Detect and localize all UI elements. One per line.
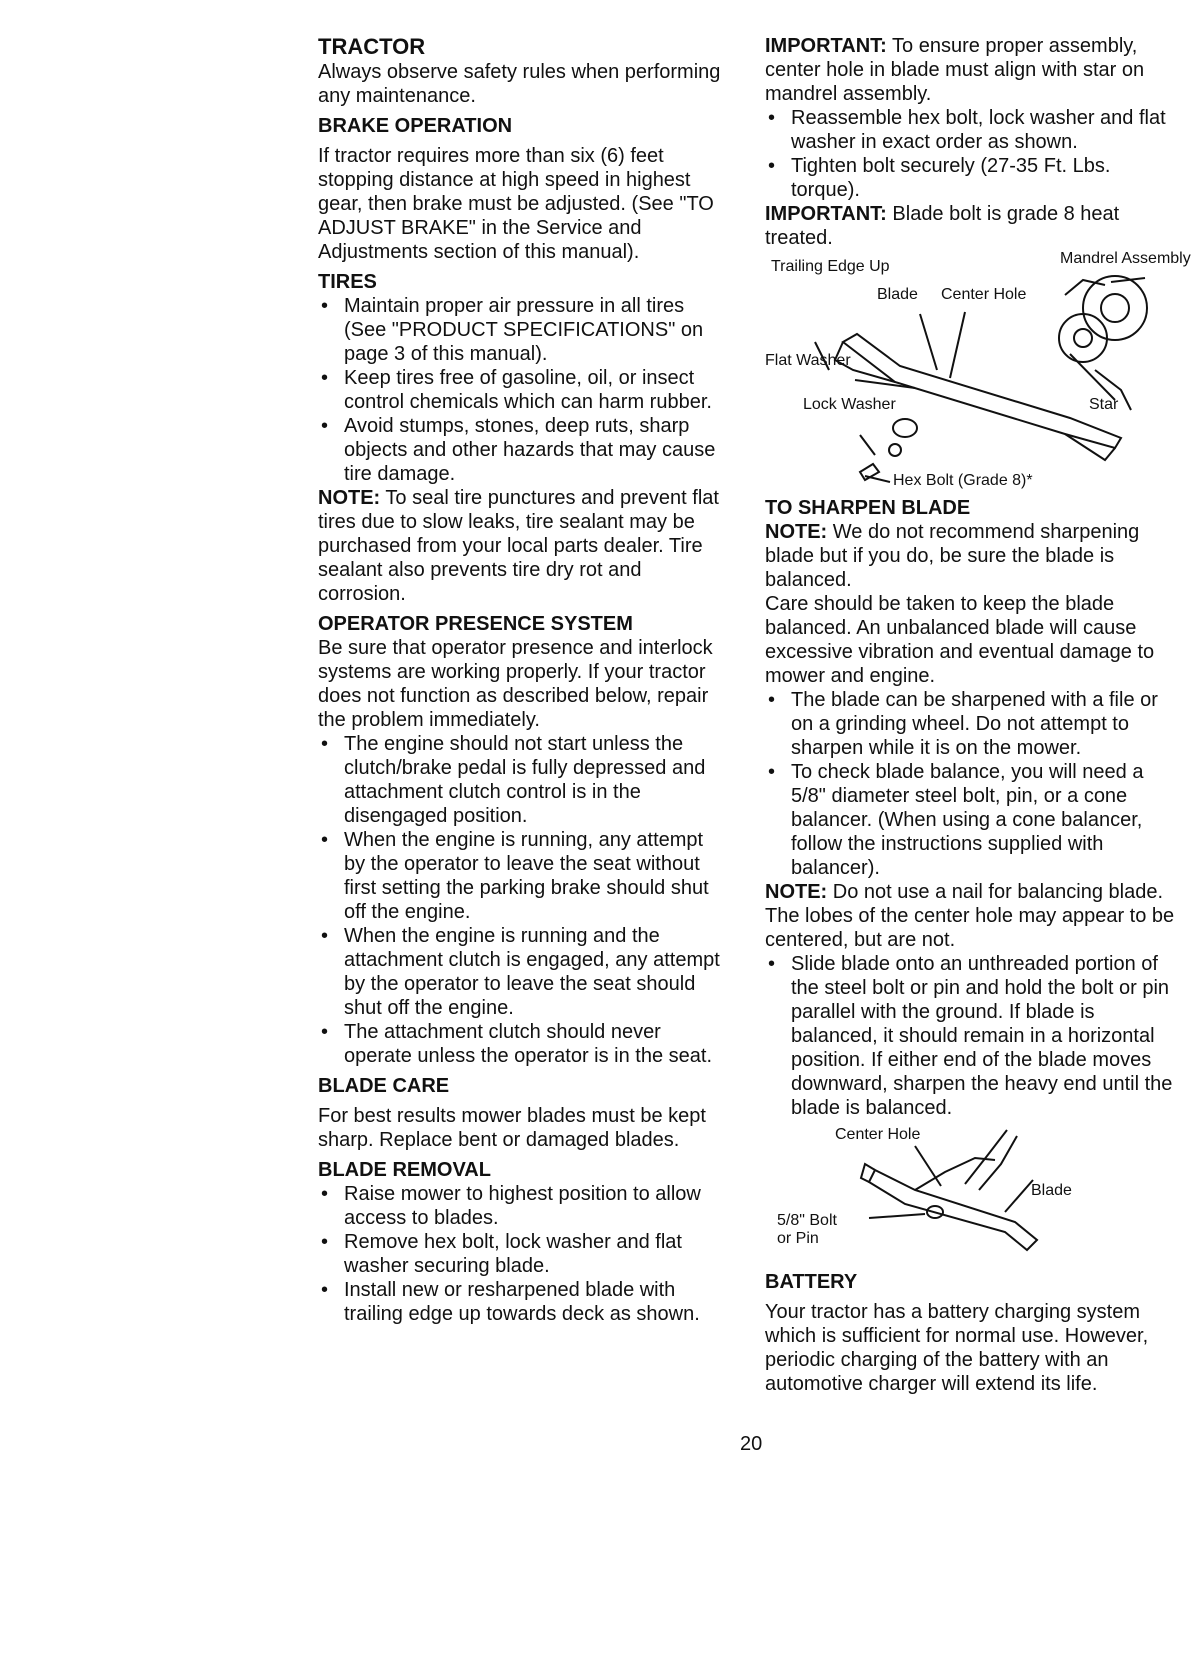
note-text: Do not use a nail for balancing blade. The lobes of the center hole may appear to be centered, but are not. bbox=[765, 881, 1175, 951]
list-item: • Tighten bolt securely (27-35 Ft. Lbs. torque). bbox=[765, 154, 1175, 202]
list-item: • Reassemble hex bolt, lock washer and flat washer in exact order as shown. bbox=[765, 106, 1175, 154]
important-label: IMPORTANT: bbox=[765, 203, 887, 225]
list-item: • Install new or resharpened blade with trailing edge up towards deck as shown. bbox=[318, 1278, 724, 1326]
center-hole-label: Center Hole bbox=[835, 1126, 921, 1143]
important-text: To ensure proper assembly, center hole in blade must align with star on mandrel assembly. bbox=[765, 35, 1145, 105]
balance-list bbox=[765, 952, 1175, 1120]
blade-care-heading: BLADE CARE bbox=[318, 1075, 450, 1097]
blade-removal-list bbox=[318, 1182, 724, 1326]
mandrel-assembly-label: Mandrel Assembly bbox=[1060, 250, 1191, 267]
operator-presence-text: Be sure that operator presence and interlock systems are working properly. If your tractor does not function as described below, repair the problem immediately. bbox=[318, 637, 713, 731]
tractor-intro: Always observe safety rules when performing any maintenance. bbox=[318, 61, 721, 107]
note-text: To seal tire punctures and prevent flat tires due to slow leaks, tire sealant may be purchased from your local parts dealer. Tire sealant also prevents tire dry rot and corrosion. bbox=[318, 487, 719, 605]
note-label: NOTE: bbox=[765, 881, 828, 903]
blade-care-text: For best results mower blades must be kept sharp. Replace bent or damaged blades. bbox=[318, 1105, 706, 1151]
important-assembly bbox=[765, 34, 1175, 106]
operator-presence-heading: OPERATOR PRESENCE SYSTEM bbox=[318, 613, 633, 635]
battery-heading: BATTERY bbox=[765, 1271, 858, 1293]
flat-washer-label: Flat Washer bbox=[765, 352, 851, 369]
list-item: • The attachment clutch should never operate unless the operator is in the seat. bbox=[318, 1020, 724, 1068]
blade-label: Blade bbox=[1031, 1182, 1072, 1199]
blade-removal-heading: BLADE REMOVAL bbox=[318, 1159, 491, 1181]
hex-bolt-label: Hex Bolt (Grade 8)* bbox=[893, 472, 1033, 489]
balance-note bbox=[765, 880, 1175, 952]
lock-washer-label: Lock Washer bbox=[803, 396, 896, 413]
bolt-label: 5/8" Bolt or Pin bbox=[777, 1212, 837, 1247]
note-text: We do not recommend sharpening blade but if you do, be sure the blade is balanced. bbox=[765, 521, 1140, 591]
list-item: • The blade can be sharpened with a file or on a grinding wheel. Do not attempt to sharpen while it is on the mower. bbox=[765, 688, 1175, 760]
operator-presence-list bbox=[318, 732, 724, 1068]
page-number: 20 bbox=[740, 1433, 763, 1455]
list-item: • When the engine is running and the attachment clutch is engaged, any attempt by the operator to leave the seat should shut off the engine. bbox=[318, 924, 724, 1020]
note-label: NOTE: bbox=[318, 487, 381, 509]
tires-heading: TIRES bbox=[318, 271, 377, 293]
center-hole-label: Center Hole bbox=[941, 286, 1027, 303]
list-item: • The engine should not start unless the clutch/brake pedal is fully depressed and attachment clutch control is in the disengaged position. bbox=[318, 732, 724, 828]
sharpen-note bbox=[765, 520, 1175, 592]
list-item: • To check blade balance, you will need a 5/8" diameter steel bolt, pin, or a cone balancer. (When using a cone balancer, follow the instructions supplied with balancer). bbox=[765, 760, 1175, 880]
list-item: • Raise mower to highest position to allow access to blades. bbox=[318, 1182, 724, 1230]
battery-text: Your tractor has a battery charging system which is sufficient for normal use. However, periodic charging of the battery with an automotive charger will extend its life. bbox=[765, 1301, 1149, 1395]
trailing-edge-label: Trailing Edge Up bbox=[771, 258, 890, 275]
sharpen-blade-heading: TO SHARPEN BLADE bbox=[765, 497, 971, 519]
assembly-list bbox=[765, 106, 1175, 202]
blade-assembly-figure bbox=[765, 250, 1191, 496]
list-item: • Remove hex bolt, lock washer and flat washer securing blade. bbox=[318, 1230, 724, 1278]
left-column bbox=[318, 34, 724, 1326]
list-item: • Avoid stumps, stones, deep ruts, sharp objects and other hazards that may cause tire damage. bbox=[318, 414, 724, 486]
brake-operation-heading: BRAKE OPERATION bbox=[318, 115, 513, 137]
list-item: • Maintain proper air pressure in all tires (See "PRODUCT SPECIFICATIONS" on page 3 of this manual). bbox=[318, 294, 724, 366]
tires-list bbox=[318, 294, 724, 486]
important-text: Blade bolt is grade 8 heat treated. bbox=[765, 203, 1120, 249]
brake-operation-text: If tractor requires more than six (6) feet stopping distance at high speed in highest gear, then brake must be adjusted. (See "TO ADJUST BRAKE" in the Service and Adjustments section of this manual). bbox=[318, 145, 714, 263]
note-label: NOTE: bbox=[765, 521, 828, 543]
blade-balance-figure bbox=[765, 1120, 1175, 1270]
star-label: Star bbox=[1089, 396, 1119, 413]
right-column bbox=[765, 34, 1191, 1396]
list-item: • Slide blade onto an unthreaded portion of the steel bolt or pin and hold the bolt or pin parallel with the ground. If blade is balanced, it should remain in a horizontal position. If either end of the blade moves downward, sharpen the heavy end until the blade is balanced. bbox=[765, 952, 1175, 1120]
list-item: • When the engine is running, any attempt by the operator to leave the seat without first setting the parking brake should shut off the engine. bbox=[318, 828, 724, 924]
blade-label: Blade bbox=[877, 286, 918, 303]
list-item: • Keep tires free of gasoline, oil, or insect control chemicals which can harm rubber. bbox=[318, 366, 724, 414]
sharpen-list bbox=[765, 688, 1175, 880]
important-grade bbox=[765, 202, 1175, 250]
tractor-heading: TRACTOR bbox=[318, 34, 426, 59]
important-label: IMPORTANT: bbox=[765, 35, 887, 57]
sharpen-text: Care should be taken to keep the blade balanced. An unbalanced blade will cause excessive vibration and eventual damage to mower and engine. bbox=[765, 593, 1155, 687]
tires-note bbox=[318, 486, 724, 606]
